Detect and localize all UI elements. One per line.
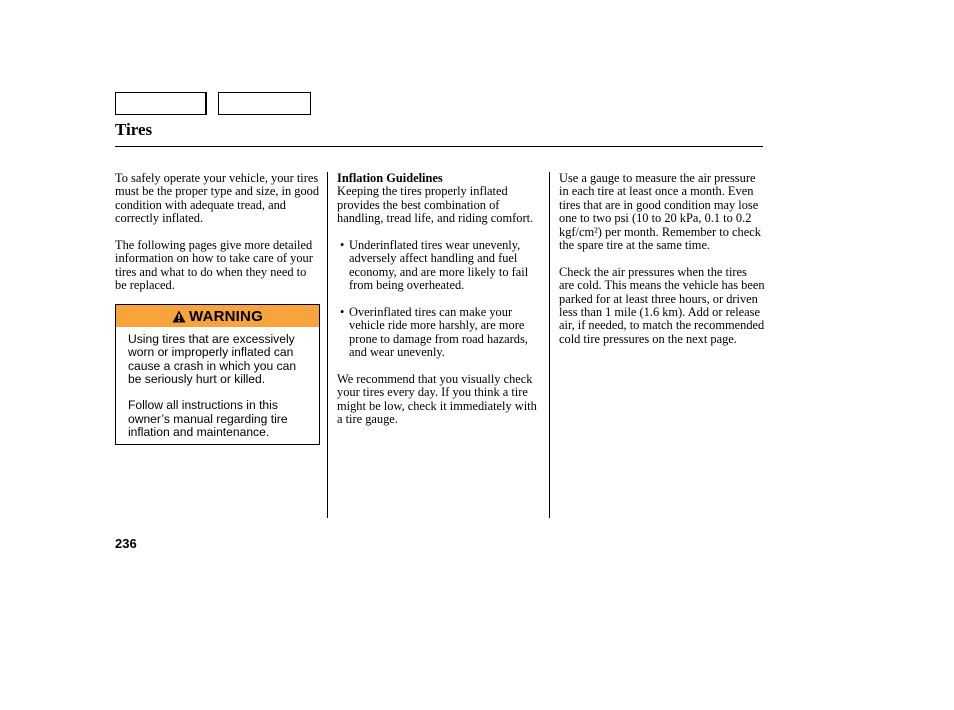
page-number: 236 bbox=[115, 536, 137, 551]
list-item bbox=[337, 239, 543, 293]
inflation-guidelines-heading: Inflation Guidelines bbox=[337, 171, 443, 185]
warning-triangle-icon bbox=[172, 310, 186, 323]
column-intro bbox=[115, 172, 321, 306]
column-inflation-guidelines bbox=[337, 172, 543, 440]
warning-body bbox=[116, 327, 319, 439]
column-divider-2 bbox=[549, 172, 550, 518]
list-item bbox=[337, 306, 543, 360]
intro-paragraph-2: The following pages give more detailed information on how to take care of your tires and what to do when they need to be replaced. bbox=[115, 238, 313, 293]
title-divider bbox=[115, 146, 763, 147]
inflation-closing: We recommend that you visually check your tires every day. If you think a tire might be low, check it immediately with a tire gauge. bbox=[337, 372, 537, 427]
nav-button-next[interactable] bbox=[218, 92, 311, 115]
warning-label: WARNING bbox=[189, 307, 263, 325]
warning-paragraph-1: Using tires that are excessively worn or improperly inflated can cause a crash in which you can be seriously hurt or killed. bbox=[128, 332, 297, 386]
warning-box bbox=[115, 304, 320, 445]
pressure-paragraph-2: Check the air pressures when the tires are cold. This means the vehicle has been parked for at least three hours, or driven less than 1 mile (1.6 km). Add or release air, if needed, to match the recommended cold tire pressures on the next page. bbox=[559, 264, 765, 346]
column-pressure-check bbox=[559, 172, 765, 360]
column-divider-1 bbox=[327, 172, 328, 518]
inflation-bullet-list bbox=[337, 239, 543, 360]
nav-button-previous[interactable] bbox=[115, 92, 207, 115]
section-title: Tires bbox=[115, 120, 153, 139]
bullet-text-overinflated: Overinflated tires can make your vehicle ride more harshly, are more prone to damage from road hazards, and wear unevenly. bbox=[349, 305, 528, 360]
bullet-text-underinflated: Underinflated tires wear unevenly, adversely affect handling and fuel economy, and are more likely to fail from being overheated. bbox=[349, 238, 529, 293]
warning-paragraph-2: Follow all instructions in this owner’s manual regarding tire inflation and maintenance. bbox=[128, 398, 288, 440]
inflation-intro: Keeping the tires properly inflated provides the best combination of handling, tread life, and riding comfort. bbox=[337, 184, 534, 226]
warning-header bbox=[116, 305, 319, 327]
bullet-glyph: • bbox=[340, 305, 345, 320]
pressure-paragraph-1: Use a gauge to measure the air pressure in each tire at least once a month. Even tires that are in good condition may lose one to two psi (10 to 20 kPa, 0.1 to 0.2 kgf/cm²) per month. Remember to check the spare tire at the same time. bbox=[559, 171, 761, 253]
intro-paragraph-1: To safely operate your vehicle, your tires must be the proper type and size, in good condition with adequate tread, and correctly inflated. bbox=[115, 171, 320, 226]
bullet-glyph: • bbox=[340, 238, 345, 253]
